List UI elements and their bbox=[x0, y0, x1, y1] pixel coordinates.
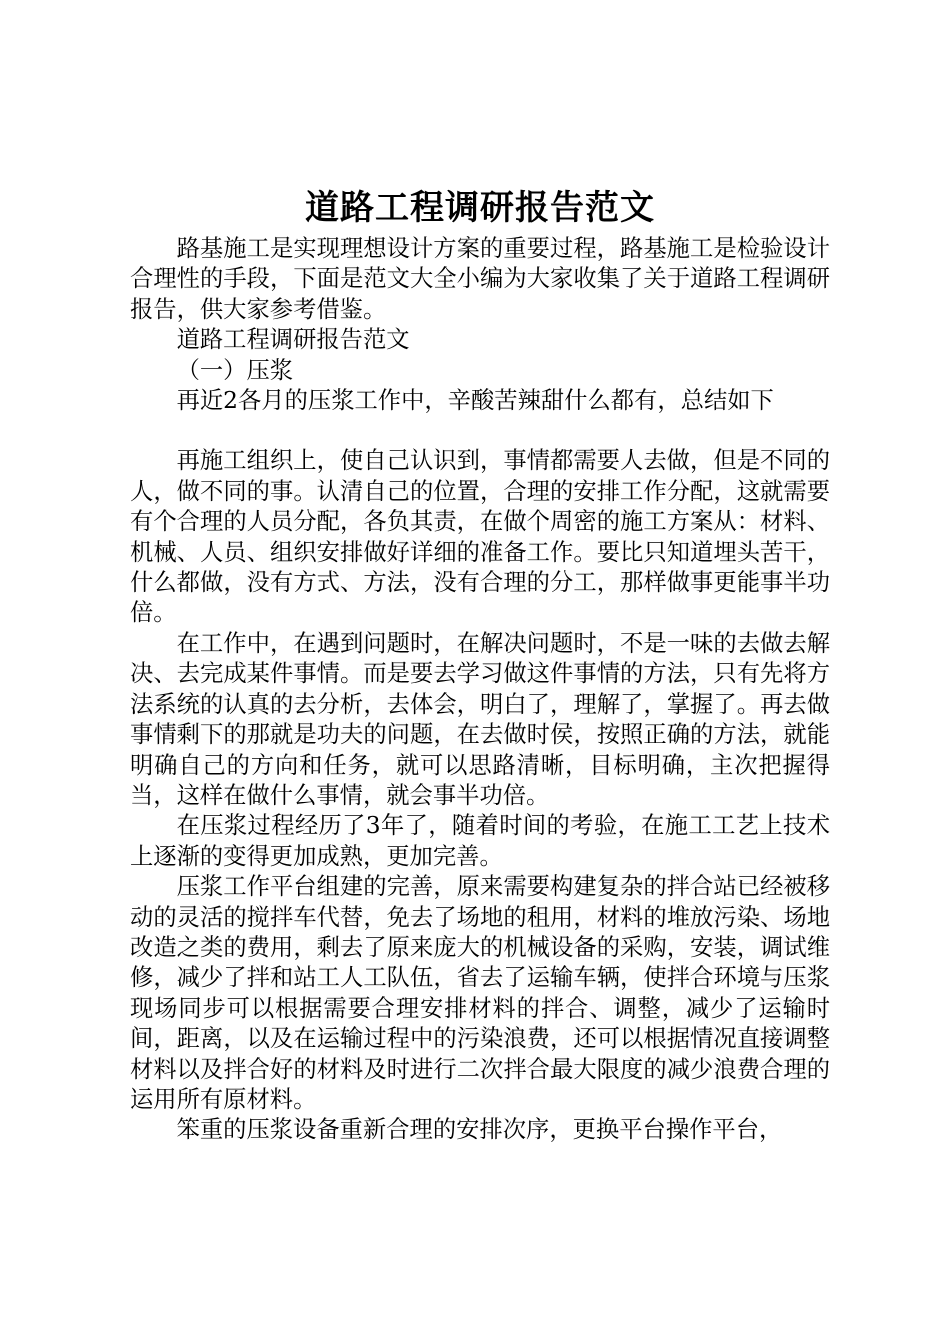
body-paragraph: 笨重的压浆设备重新合理的安排次序，更换平台操作平台， bbox=[176, 1116, 783, 1144]
body-paragraph: 在压浆过程经历了3年了，随着时间的考验，在施工工艺上技术上逐渐的变得更加成熟，更加完善。 bbox=[130, 812, 830, 870]
blank-line bbox=[130, 416, 830, 446]
body-paragraph: 再施工组织上，使自己认识到，事情都需要人去做，但是不同的人，做不同的事。认清自己的位置，合理的安排工作分配，这就需要有个合理的人员分配，各负其责，在做个周密的施工方案从：材料、机械、人员、组织安排做好详细的准备工作。要比只知道埋头苦干，什么都做，没有方式、方法，没有合理的分工，那样做事更能事半功倍。 bbox=[130, 447, 830, 627]
document-page bbox=[130, 184, 830, 1146]
intro-paragraph: 路基施工是实现理想设计方案的重要过程，路基施工是检验设计合理性的手段，下面是范文大全小编为大家收集了关于道路工程调研报告，供大家参考借鉴。 bbox=[130, 235, 830, 323]
body-paragraph: 压浆工作平台组建的完善，原来需要构建复杂的拌合站已经被移动的灵活的搅拌车代替，免去了场地的租用，材料的堆放污染、场地改造之类的费用，剩去了原来庞大的机械设备的采购，安装，调试维修，减少了拌和站工人工队伍，省去了运输车辆，使拌合环境与压浆现场同步可以根据需要合理安排材料的拌合、调整，减少了运输时间，距离，以及在运输过程中的污染浪费，还可以根据情况直接调整材料以及拌合好的材料及时进行二次拌合最大限度的减少浪费合理的运用所有原材料。 bbox=[130, 873, 830, 1113]
body-paragraph: 在工作中，在遇到问题时，在解决问题时，不是一味的去做去解决、去完成某件事情。而是要去学习做这件事情的方法，只有先将方法系统的认真的去分析，去体会，明白了，理解了，掌握了。再去做事情剩下的那就是功夫的问题，在去做时侯，按照正确的方法，就能明确自己的方向和任务，就可以思路清晰，目标明确，主次把握得当，这样在做什么事情，就会事半功倍。 bbox=[130, 629, 830, 809]
section-heading: （一）压浆 bbox=[176, 356, 294, 384]
subtitle-line: 道路工程调研报告范文 bbox=[176, 326, 410, 354]
summary-line: 再近2各月的压浆工作中，辛酸苦辣甜什么都有，总结如下 bbox=[176, 387, 774, 415]
document-title: 道路工程调研报告范文 bbox=[305, 188, 655, 228]
